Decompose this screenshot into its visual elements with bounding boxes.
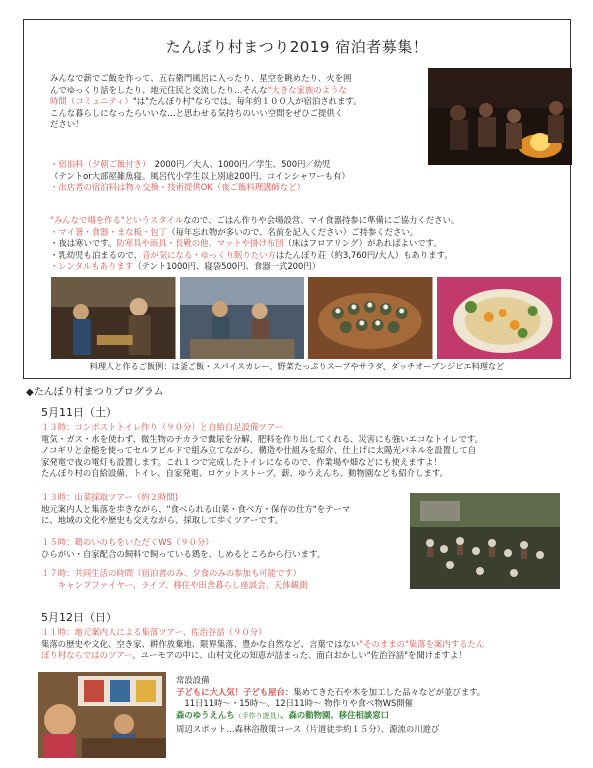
note-line <box>50 227 565 239</box>
session-heading: １１時：地元案内人による集落ツアー、佐治谷話（９０分） <box>41 627 267 637</box>
intro-line <box>50 85 420 97</box>
note-text: なので、ごはん作りや会場設営、マイ食器持参に準備にご協力ください。 <box>183 215 460 225</box>
intro-text-span: "は"たんぼり村"ならでは。毎年約１００人が宿泊されます。 <box>132 96 362 107</box>
session-heading: １５時：鶏のいのちをいただくWS（９０分） <box>41 537 214 547</box>
intro-line: ださい！ <box>50 119 84 130</box>
note-highlight: "みんなで場を作る"というスタイル <box>50 215 184 225</box>
nearby-spots: 周辺スポット…森林浴散策コース（片道徒歩約１５分）、源流の川遊び <box>176 724 440 735</box>
session-text-span: 。ユーモアの中に、山村文化の知恵が詰まった、面白おかしい"佐治谷話"を聞けますよ！ <box>132 650 467 661</box>
note-highlight: ・マイ箸・食器・まな板・包丁 <box>50 226 168 237</box>
session-text: キャンプファイヤー、ライブ、移住や田舎暮らし座談会、天体観測 <box>41 579 308 590</box>
note-line <box>50 238 565 250</box>
regular-line <box>176 710 566 722</box>
outdoor-event-photo <box>410 493 560 589</box>
note-text: ・乳幼児も泊まるので、 <box>50 249 142 260</box>
intro-line <box>50 96 420 108</box>
session-highlight: ぼり村ならではのツアー <box>41 650 133 661</box>
fees-section <box>50 159 560 194</box>
intro-highlight: 時間（コミュニティ） <box>50 96 133 107</box>
food-caption: 料理人と作るご飯例：は釜ご飯・スパイスカレー、野菜たっぷりスープやサラダ、ダッチオーブンジビエ料理など <box>89 361 505 371</box>
fee-line: ・出店者の宿泊料は物々交換・技術提供OK（夜ご飯料理講師など） <box>50 182 305 193</box>
note-highlight: 防寒具や雨具・長靴の他、マット <box>116 238 242 249</box>
intro-text <box>50 73 420 131</box>
food-photo-strip <box>51 277 561 359</box>
session-chicken-ws <box>41 537 406 560</box>
session-text: ノコギリと金槌を使ってセルフビルドで組み立てながら、構造や仕組みを紹介、仕上げに太陽光パネルを設置して自 <box>41 445 477 456</box>
regular-text: ：集めてきた石や木を加工した品々などが並びます。 <box>284 686 486 697</box>
note-text: （テント1000円、寝袋500円、食器一式200円） <box>133 261 321 272</box>
note-line <box>50 215 565 227</box>
regular-line <box>176 687 566 699</box>
intro-text-span: んでゆっくり話をしたり、地元住民と交流したり…そんな <box>50 84 268 95</box>
note-line <box>50 250 565 262</box>
session-community <box>41 568 406 591</box>
cooking-photo-1 <box>51 277 176 359</box>
fee-text: 2000円／大人、1000円／学生、500円／幼児 <box>146 159 331 169</box>
fee-line: （テントor大部屋雑魚寝。風呂代小学生以上別途200円、コインシャワーも有） <box>50 170 350 181</box>
regular-highlight: 森のゆうえんち <box>176 709 235 720</box>
campfire-night-photo <box>428 68 572 165</box>
children-stall-photo <box>38 672 166 758</box>
intro-line: こんな暮らしになったらいいな…と思わせる気持ちのいい空間をぜひご提供く <box>50 107 344 118</box>
regular-text: 、森の動物園、移住相談窓口 <box>280 709 389 720</box>
fee-line <box>50 159 560 171</box>
dish-photo-1 <box>308 277 433 359</box>
session-heading: １７時：共同生活の時間（宿泊者のみ、夕食のみの参加も可能です） <box>41 568 302 578</box>
session-text: たんぼり村の自給設備、トイレ、自家発電、ロケットストーブ、薪、ゆうえんち、動物園なども紹介します。 <box>41 468 449 479</box>
session-village-tour <box>41 627 559 662</box>
note-text: （毎年忘れ物が多いので、名前を記入ください）ご持参ください。 <box>167 226 419 237</box>
note-text: ・夜は寒いです。 <box>50 238 117 249</box>
session-text: 家発電で夜の電灯も設置します。これ１つで完成したトイレになるので、作業場や畑などにも使えますよ！ <box>41 456 442 467</box>
program-title: ◆たんぼり村まつりプログラム <box>26 387 164 398</box>
session-text-span: 集落の歴史や文化、空き家、耕作放棄地、限界集落、豊かな自然など、言葉ではない <box>41 638 360 649</box>
note-text: （床はフロアリング）があればよいです。 <box>283 238 442 249</box>
session-text: 電気・ガス・水を使わず、微生物のチカラで糞尿を分解、肥料を作り出してくれる、災害にも強いエコなトイレです。 <box>41 433 483 444</box>
session-text: ひらがい・自家配合の飼料で飼っている鶏を、しめるところから行います。 <box>41 548 326 559</box>
cooking-photo-2 <box>180 277 305 359</box>
intro-highlight: "大きな家族のような <box>267 84 347 95</box>
dish-photo-2 <box>437 277 562 359</box>
session-heading: １３時：山菜採取ツアー（約２時間) <box>41 492 179 502</box>
session-compost-toilet <box>41 422 559 480</box>
note-highlight: や掛け布団 <box>241 238 284 249</box>
notes-section <box>50 215 565 273</box>
session-highlight: "そのままの"集落を案内するたん <box>359 638 485 649</box>
session-heading: １３時：コンポストトイレ作り（９０分）と自給自足設備ツアー <box>41 422 284 432</box>
session-text <box>41 650 559 662</box>
recruitment-box <box>23 19 571 379</box>
intro-line: みんなで薪でご飯を作って、五右衛門風呂に入ったり、星空を眺めたり、火を囲 <box>50 73 352 83</box>
regular-highlight: 子どもに大人気！子ども屋台 <box>176 686 285 697</box>
session-text: 地元案内人と集落を歩きながら、"食べられる山菜・食べ方・保存の仕方"をテーマ <box>41 503 351 514</box>
regular-title: 常設設備 <box>176 675 210 685</box>
session-wild-plants <box>41 492 406 527</box>
regular-facilities <box>176 675 566 736</box>
day2-heading: 5月12日（日） <box>41 611 117 624</box>
note-line <box>50 261 565 273</box>
page-title: たんぼり村まつり2019 宿泊者募集！ <box>165 38 429 56</box>
regular-line: 11日11時～・15時～、12日11時～ 物作りや食べ物WS開催 <box>176 698 414 709</box>
session-text <box>41 639 559 651</box>
regular-small: （手作り遊具） <box>234 711 281 720</box>
fee-label: ・宿泊料（夕朝ご飯付き） <box>50 159 147 169</box>
note-text: はたんぼり荘（約3,760円/大人）もあります。 <box>275 249 453 260</box>
day1-heading: 5月11日（土） <box>41 406 117 419</box>
note-highlight: 音が気になる・ゆっくり眠りたい方 <box>141 249 276 260</box>
session-text: に、地域の文化や歴史も交えながら、採取して歩くツアーです。 <box>41 515 283 526</box>
note-highlight: ・レンタルもあります <box>50 261 134 272</box>
